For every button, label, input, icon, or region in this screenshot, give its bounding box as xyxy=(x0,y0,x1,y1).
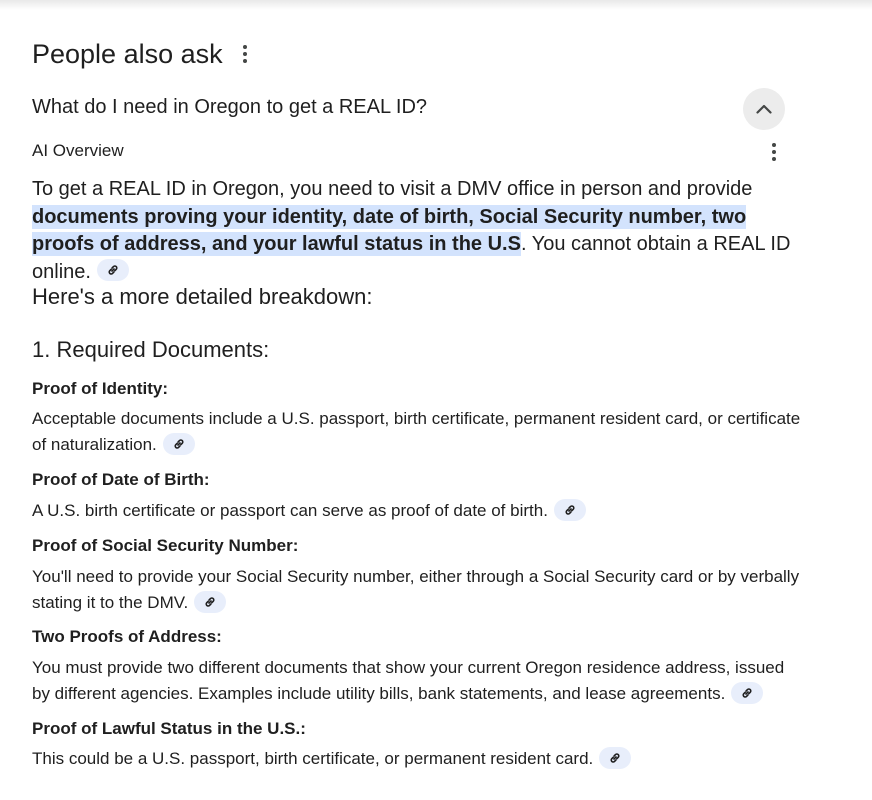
chevron-up-icon xyxy=(756,104,772,114)
item-text-body: You must provide two different documents that show your current Oregon residence address, issued by different agencies. Examples include utility bills, bank statements, and lease agreements. xyxy=(32,658,785,703)
citation-link-button[interactable] xyxy=(163,433,195,455)
citation-link-button[interactable] xyxy=(731,682,763,704)
link-icon xyxy=(107,264,119,276)
ai-overview-label: AI Overview xyxy=(32,141,124,160)
link-icon xyxy=(173,438,185,450)
section-title: People also ask xyxy=(32,38,223,69)
item-text xyxy=(32,746,802,772)
link-icon xyxy=(204,596,216,608)
ai-overview-intro xyxy=(32,176,792,286)
item-text-body: You'll need to provide your Social Security number, either through a Social Security card or by verbally stating it to the DMV. xyxy=(32,567,800,612)
item-title: Proof of Lawful Status in the U.S.: xyxy=(32,719,306,738)
intro-highlight: documents proving your identity, date of birth, Social Security number, two proofs of address, and your lawful status in the U.S xyxy=(32,205,747,255)
item-text xyxy=(32,564,802,616)
item-text-body: This could be a U.S. passport, birth certificate, or permanent resident card. xyxy=(32,749,594,768)
required-documents-heading: 1. Required Documents: xyxy=(32,337,270,362)
item-title: Proof of Social Security Number: xyxy=(32,536,299,555)
item-text xyxy=(32,655,802,707)
collapse-button[interactable] xyxy=(743,88,785,130)
citation-link-button[interactable] xyxy=(599,747,631,769)
item-text-body: Acceptable documents include a U.S. passport, birth certificate, permanent resident card, or certificate of naturalization. xyxy=(32,409,801,454)
link-icon xyxy=(564,504,576,516)
item-text xyxy=(32,406,802,458)
citation-link-button[interactable] xyxy=(554,499,586,521)
question-text[interactable]: What do I need in Oregon to get a REAL ID? xyxy=(32,96,428,118)
ai-overview-more-icon[interactable] xyxy=(762,140,786,164)
intro-text-start: To get a REAL ID in Oregon, you need to visit a DMV office in person and provide xyxy=(32,178,753,200)
more-options-icon[interactable] xyxy=(233,42,257,66)
breakdown-heading: Here's a more detailed breakdown: xyxy=(32,284,373,309)
citation-link-button[interactable] xyxy=(194,591,226,613)
item-title: Proof of Date of Birth: xyxy=(32,470,210,489)
people-also-ask-header xyxy=(32,36,257,72)
top-shadow xyxy=(0,0,872,10)
link-icon xyxy=(609,752,621,764)
item-text-body: A U.S. birth certificate or passport can serve as proof of date of birth. xyxy=(32,501,548,520)
item-title: Two Proofs of Address: xyxy=(32,627,222,646)
item-text xyxy=(32,498,802,524)
intro-text-end: . You cannot obtain a REAL ID online. xyxy=(32,233,791,283)
item-title: Proof of Identity: xyxy=(32,379,168,398)
citation-link-button[interactable] xyxy=(97,259,129,281)
link-icon xyxy=(741,687,753,699)
